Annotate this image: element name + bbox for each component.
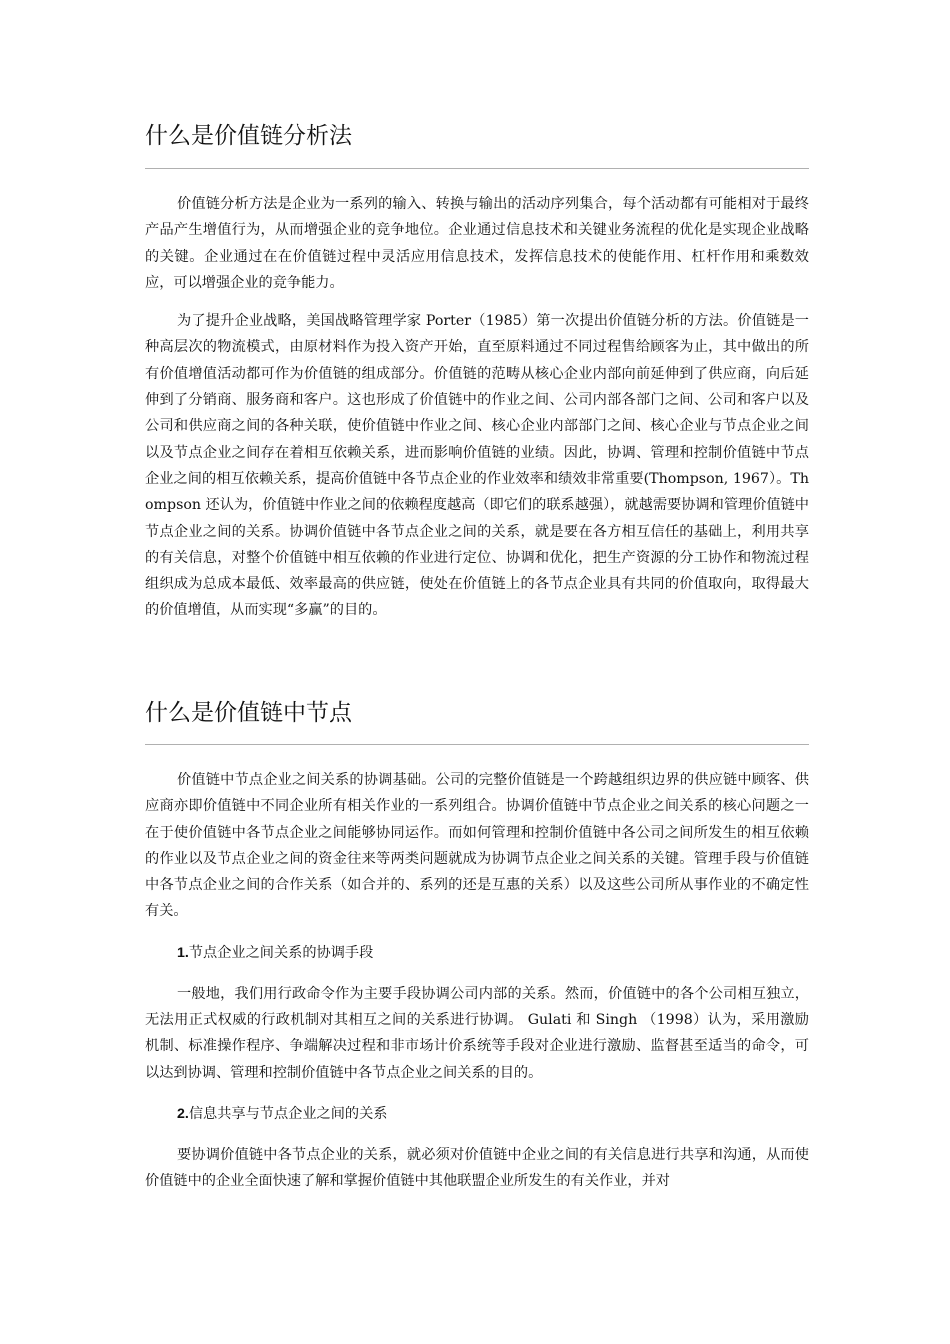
subheading — [145, 1101, 809, 1127]
paragraph: 价值链分析方法是企业为一系列的输入、转换与输出的活动序列集合，每个活动都有可能相对于最终产品产生增值行为，从而增强企业的竞争地位。企业通过信息技术和关键业务流程的优化是实现企业战略的关键。企业通过在在价值链过程中灵活应用信息技术，发挥信息技术的使能作用、杠杆作用和乘数效应，可以增强企业的竞争能力。 — [145, 196, 809, 291]
title-divider — [145, 168, 809, 169]
paragraph: 为了提升企业战略，美国战略管理学家 Porter（1985）第一次提出价值链分析的方法。价值链是一种高层次的物流模式，由原材料作为投入资产开始，直至原料通过不同过程售给顾客为止，其中做出的所有价值增值活动都可作为价值链的组成部分。价值链的范畴从核心企业内部向前延伸到了供应商，向后延伸到了分销商、服务商和客户。这也形成了价值链中的作业之间、公司内部各部门之间、公司和客户以及公司和供应商之间的各种关联，使价值链中作业之间、核心企业内部部门之间、核心企业与节点企业之间以及节点企业之间存在着相互依赖关系，进而影响价值链的业绩。因此，协调、管理和控制价值链中节点企业之间的相互依赖关系，提高价值链中各节点企业的作业效率和绩效非常重要(Thompson, 1967）。Thompson 还认为，价值链中作业之间的依赖程度越高（即它们的联系越强），就越需要协调和管理价值链中节点企业之间的关系。协调价值链中各节点企业之间的关系，就是要在各方相互信任的基础上，利用共享的有关信息，对整个价值链中相互依赖的作业进行定位、协调和优化，把生产资源的分工协作和物流过程组织成为总成本最低、效率最高的供应链，使处在价值链上的各节点企业具有共同的价值取向，取得最大的价值增值，从而实现“多赢”的目的。 — [145, 313, 809, 619]
paragraph: 一般地，我们用行政命令作为主要手段协调公司内部的关系。然而，价值链中的各个公司相互独立，无法用正式权威的行政机制对其相互之间的关系进行协调。 Gulati 和 Singh （1998）认为，采用激励机制、标准操作程序、争端解决过程和非市场计价系统等手段对企业进行激励、监督甚至适当的命令，可以达到协调、管理和控制价值链中各节点企业之间关系的目的。 — [145, 985, 809, 1081]
subheading-text: 信息共享与节点企业之间的关系 — [188, 1105, 388, 1122]
section2-body — [145, 767, 809, 1195]
section-title-value-chain-node: 什么是价值链中节点 — [145, 700, 352, 726]
subheading-number: 2. — [177, 1105, 189, 1122]
subheading-text: 节点企业之间关系的协调手段 — [188, 944, 374, 961]
subheading-number: 1. — [177, 944, 189, 961]
title-divider — [145, 744, 809, 745]
paragraph: 要协调价值链中各节点企业的关系，就必须对价值链中企业之间的有关信息进行共享和沟通，从而使价值链中的企业全面快速了解和掌握价值链中其他联盟企业所发生的有关作业，并对 — [145, 1146, 809, 1190]
subheading — [145, 940, 809, 966]
section1-body — [145, 191, 809, 624]
section-title-value-chain-analysis: 什么是价值链分析法 — [145, 123, 352, 149]
paragraph: 价值链中节点企业之间关系的协调基础。公司的完整价值链是一个跨越组织边界的供应链中顾客、供应商亦即价值链中不同企业所有相关作业的一系列组合。协调价值链中节点企业之间关系的核心问题之一在于使价值链中各节点企业之间能够协同运作。而如何管理和控制价值链中各公司之间所发生的相互依赖的作业以及节点企业之间的资金往来等两类问题就成为协调节点企业之间关系的关键。管理手段与价值链中各节点企业之间的合作关系（如合并的、系列的还是互惠的关系）以及这些公司所从事作业的不确定性有关。 — [145, 772, 809, 920]
